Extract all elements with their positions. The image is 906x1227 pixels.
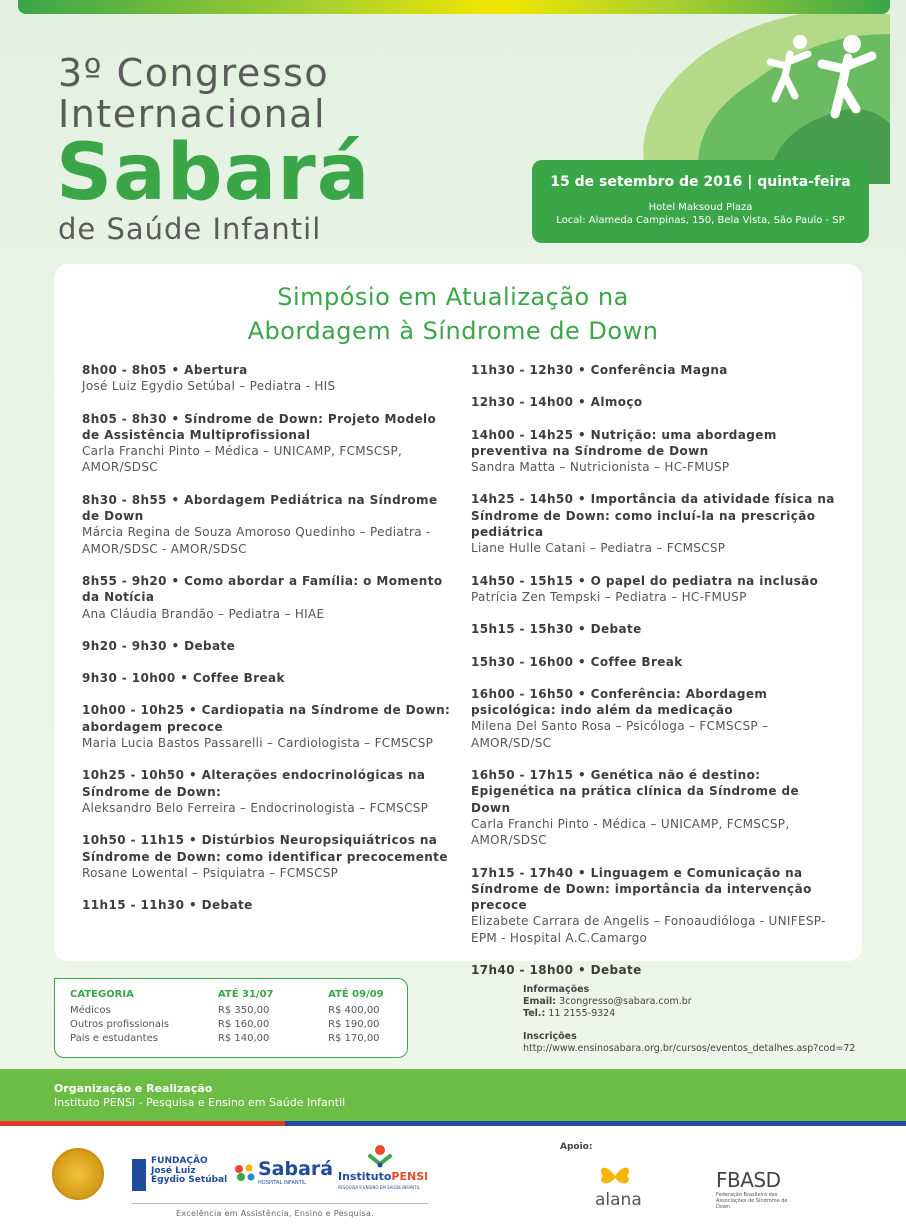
pricing-cell: Médicos (70, 1004, 111, 1016)
fbasd-sub: Federação Brasileira das Associações de Síndrome de Down (716, 1192, 788, 1210)
pricing-row (70, 1031, 407, 1045)
schedule-item-speaker: Márcia Regina de Souza Amoroso Quedinho – Pediatra - AMOR/SDSC - AMOR/SDSC (82, 525, 431, 556)
event-hotel: Hotel Maksoud Plaza (648, 202, 753, 213)
schedule-item-title: 11h30 - 12h30 • Conferência Magna (471, 363, 728, 377)
schedule-item-title: 8h05 - 8h30 • Síndrome de Down: Projeto Modelo de Assistência Multiprofissional (82, 411, 437, 442)
fundacao-line-3: Egydio Setúbal (151, 1175, 228, 1185)
pensi-name-b: PENSI (391, 1170, 429, 1183)
pensi-name-a: Instituto (338, 1170, 392, 1183)
pricing-header: ATÉ 31/07 (217, 989, 274, 1000)
tel-value: 11 2155-9324 (548, 1008, 616, 1019)
pensi-logo (338, 1144, 438, 1190)
schedule-item (471, 962, 843, 978)
gold-seal-logo (52, 1148, 104, 1200)
schedule-item (82, 897, 454, 913)
schedule-item-title: 16h50 - 17h15 • Genética não é destino: Epigenética na prática clínica da Síndrome de Down (471, 768, 800, 815)
schedule-item (471, 654, 843, 670)
apoio-label: Apoio: (560, 1142, 593, 1152)
organization-name: Instituto PENSI - Pesquisa e Ensino em Saúde Infantil (54, 1096, 346, 1109)
schedule-item-title: 16h00 - 16h50 • Conferência: Abordagem psicológica: indo além da medicação (471, 686, 768, 718)
schedule-item-title: 15h30 - 16h00 • Coffee Break (471, 654, 683, 669)
pricing-table (54, 978, 408, 1058)
organization-band (0, 1069, 906, 1121)
info-title: Informações (523, 984, 590, 995)
schedule-item (82, 362, 454, 395)
schedule-item (471, 865, 843, 946)
symposium-title (0, 280, 906, 348)
butterfly-icon (595, 1162, 635, 1190)
event-location: Local: Alameda Campinas, 150, Bela Vista, São Paulo - SP (556, 215, 845, 226)
schedule-item-speaker: Carla Franchi Pinto – Médica – UNICAMP, FCMSCSP, AMOR/SDSC (82, 444, 403, 475)
schedule-item (471, 767, 843, 848)
schedule-item (471, 427, 843, 476)
schedule-item-title: 10h00 - 10h25 • Cardiopatia na Síndrome de Down: abordagem precoce (82, 703, 451, 734)
alana-logo (595, 1162, 642, 1210)
top-color-bar (18, 0, 890, 14)
pensi-sub: PESQUISA E ENSINO EM SAÚDE INFANTIL (338, 1185, 420, 1190)
divider (132, 1203, 428, 1204)
children-illustration (590, 14, 890, 184)
contact-info (523, 984, 855, 1055)
schedule-item (471, 621, 843, 637)
schedule-item (471, 491, 843, 556)
schedule-item-title: 8h00 - 8h05 • Abertura (82, 363, 248, 377)
schedule-item (82, 411, 454, 476)
schedule-item-title: 9h30 - 10h00 • Coffee Break (82, 671, 285, 686)
tel-label: Tel.: (523, 1008, 546, 1019)
alana-name: alana (595, 1190, 642, 1210)
schedule-item-title: 15h15 - 15h30 • Debate (471, 622, 642, 637)
fundacao-line-2: José Luiz (151, 1165, 196, 1176)
schedule-item (471, 573, 843, 606)
schedule-item (82, 492, 454, 557)
schedule-item-title: 12h30 - 14h00 • Almoço (471, 395, 643, 410)
schedule-item-title: 11h15 - 11h30 • Debate (82, 898, 253, 913)
schedule-item-title: 10h50 - 11h15 • Distúrbios Neuropsiquiátricos na Síndrome de Down: como identificar precocemente (82, 833, 448, 864)
symposium-title-line-1: Simpósio em Atualização na (277, 283, 629, 311)
sabara-name: Sabará (258, 1158, 334, 1180)
sabara-mark-icon (234, 1164, 256, 1182)
schedule-left-column (82, 362, 454, 929)
pricing-cell: Pais e estudantes (70, 1032, 158, 1044)
schedule-item-speaker: Patrícia Zen Tempski – Pediatra – HC-FMUSP (471, 589, 747, 604)
sabara-sub: HOSPITAL INFANTIL (258, 1180, 306, 1186)
schedule-item (82, 670, 454, 686)
schedule-item-title: 14h25 - 14h50 • Importância da atividade física na Síndrome de Down: como incluí-la na prescrição pediátrica (471, 492, 835, 540)
schedule-item (82, 638, 454, 654)
organization-label: Organização e Realização (54, 1082, 213, 1095)
fundacao-mark-icon (132, 1159, 146, 1191)
email-link[interactable]: 3congresso@sabara.com.br (559, 996, 692, 1007)
schedule-item-title: 17h15 - 17h40 • Linguagem e Comunicação na Síndrome de Down: importância da intervenção precoce (471, 865, 812, 913)
pricing-row (70, 1003, 407, 1017)
inscricoes-label: Inscrições (523, 1031, 577, 1042)
schedule-item (82, 573, 454, 622)
schedule-item (471, 362, 843, 378)
title-line-2: Internacional (58, 92, 327, 136)
pensi-mark-icon (338, 1144, 438, 1168)
pricing-cell: R$ 160,00 (217, 1018, 270, 1030)
event-date: 15 de setembro de 2016 | quinta-feira (550, 174, 851, 190)
symposium-title-line-2: Abordagem à Síndrome de Down (247, 317, 659, 345)
schedule-item (82, 832, 454, 881)
schedule-item (471, 686, 843, 751)
title-brand: Sabará (56, 128, 371, 218)
schedule-item-title: 17h40 - 18h00 • Debate (471, 963, 642, 978)
title-line-4: de Saúde Infantil (58, 212, 322, 246)
pricing-cell: R$ 350,00 (217, 1004, 270, 1016)
event-info-box (532, 160, 869, 243)
schedule-item-speaker: Carla Franchi Pinto - Médica – UNICAMP, FCMSCSP, AMOR/SDSC (471, 816, 790, 848)
schedule-item-speaker: Liane Hulle Catani – Pediatra – FCMSCSP (471, 541, 726, 556)
schedule-item-title: 14h00 - 14h25 • Nutrição: uma abordagem preventiva na Síndrome de Down (471, 427, 777, 458)
schedule-item-title: 8h30 - 8h55 • Abordagem Pediátrica na Síndrome de Down (82, 492, 438, 524)
schedule-item (471, 394, 843, 410)
schedule-item-speaker: José Luiz Egydio Setúbal – Pediatra - HIS (82, 379, 336, 394)
schedule-item-speaker: Elizabete Carrara de Angelis – Fonoaudióloga - UNIFESP-EPM - Hospital A.C.Camargo (471, 914, 826, 945)
schedule-item-speaker: Rosane Lowental – Psiquiatra – FCMSCSP (82, 865, 339, 880)
pricing-cell: R$ 400,00 (328, 1004, 380, 1016)
pricing-header: ATÉ 09/09 (328, 989, 384, 1000)
inscricoes-link[interactable]: http://www.ensinosabara.org.br/cursos/eventos_detalhes.asp?cod=72 (523, 1043, 856, 1054)
pricing-cell: Outros profissionais (70, 1018, 169, 1030)
schedule-item-title: 10h25 - 10h50 • Alterações endocrinológicas na Síndrome de Down: (82, 768, 426, 799)
pricing-cell: R$ 190,00 (328, 1018, 380, 1030)
fbasd-name: FBASD (716, 1168, 781, 1192)
schedule-item-speaker: Aleksandro Belo Ferreira – Endocrinologista – FCMSCSP (82, 800, 429, 815)
sabara-logo (234, 1158, 334, 1186)
schedule-item-speaker: Milena Del Santo Rosa – Psicóloga – FCMSCSP – AMOR/SD/SC (471, 719, 769, 750)
pricing-row (70, 1017, 407, 1031)
tagline: Excelência em Assistência, Ensino e Pesquisa. (176, 1209, 375, 1218)
schedule-item-speaker: Sandra Matta – Nutricionista – HC-FMUSP (471, 460, 730, 475)
pricing-cell: R$ 170,00 (328, 1032, 380, 1044)
schedule-item-speaker: Maria Lucia Bastos Passarelli – Cardiologista – FCMSCSP (82, 736, 434, 751)
schedule-item-title: 9h20 - 9h30 • Debate (82, 638, 236, 653)
schedule-item-title: 8h55 - 9h20 • Como abordar a Família: o Momento da Notícia (82, 573, 443, 605)
pricing-cell: R$ 140,00 (217, 1032, 270, 1044)
schedule-item-speaker: Ana Cláudia Brandão – Pediatra – HIAE (82, 606, 325, 621)
schedule-item (82, 702, 454, 751)
congress-title (58, 52, 398, 246)
pricing-header: CATEGORIA (70, 989, 134, 1000)
schedule-right-column (471, 362, 843, 994)
fundacao-line-1: FUNDAÇÃO (151, 1156, 208, 1166)
email-label: Email: (523, 996, 557, 1007)
title-line-1: 3º Congresso (58, 51, 330, 95)
schedule-item (82, 767, 454, 816)
fbasd-logo (716, 1168, 796, 1210)
schedule-item-title: 14h50 - 15h15 • O papel do pediatra na inclusão (471, 573, 819, 588)
